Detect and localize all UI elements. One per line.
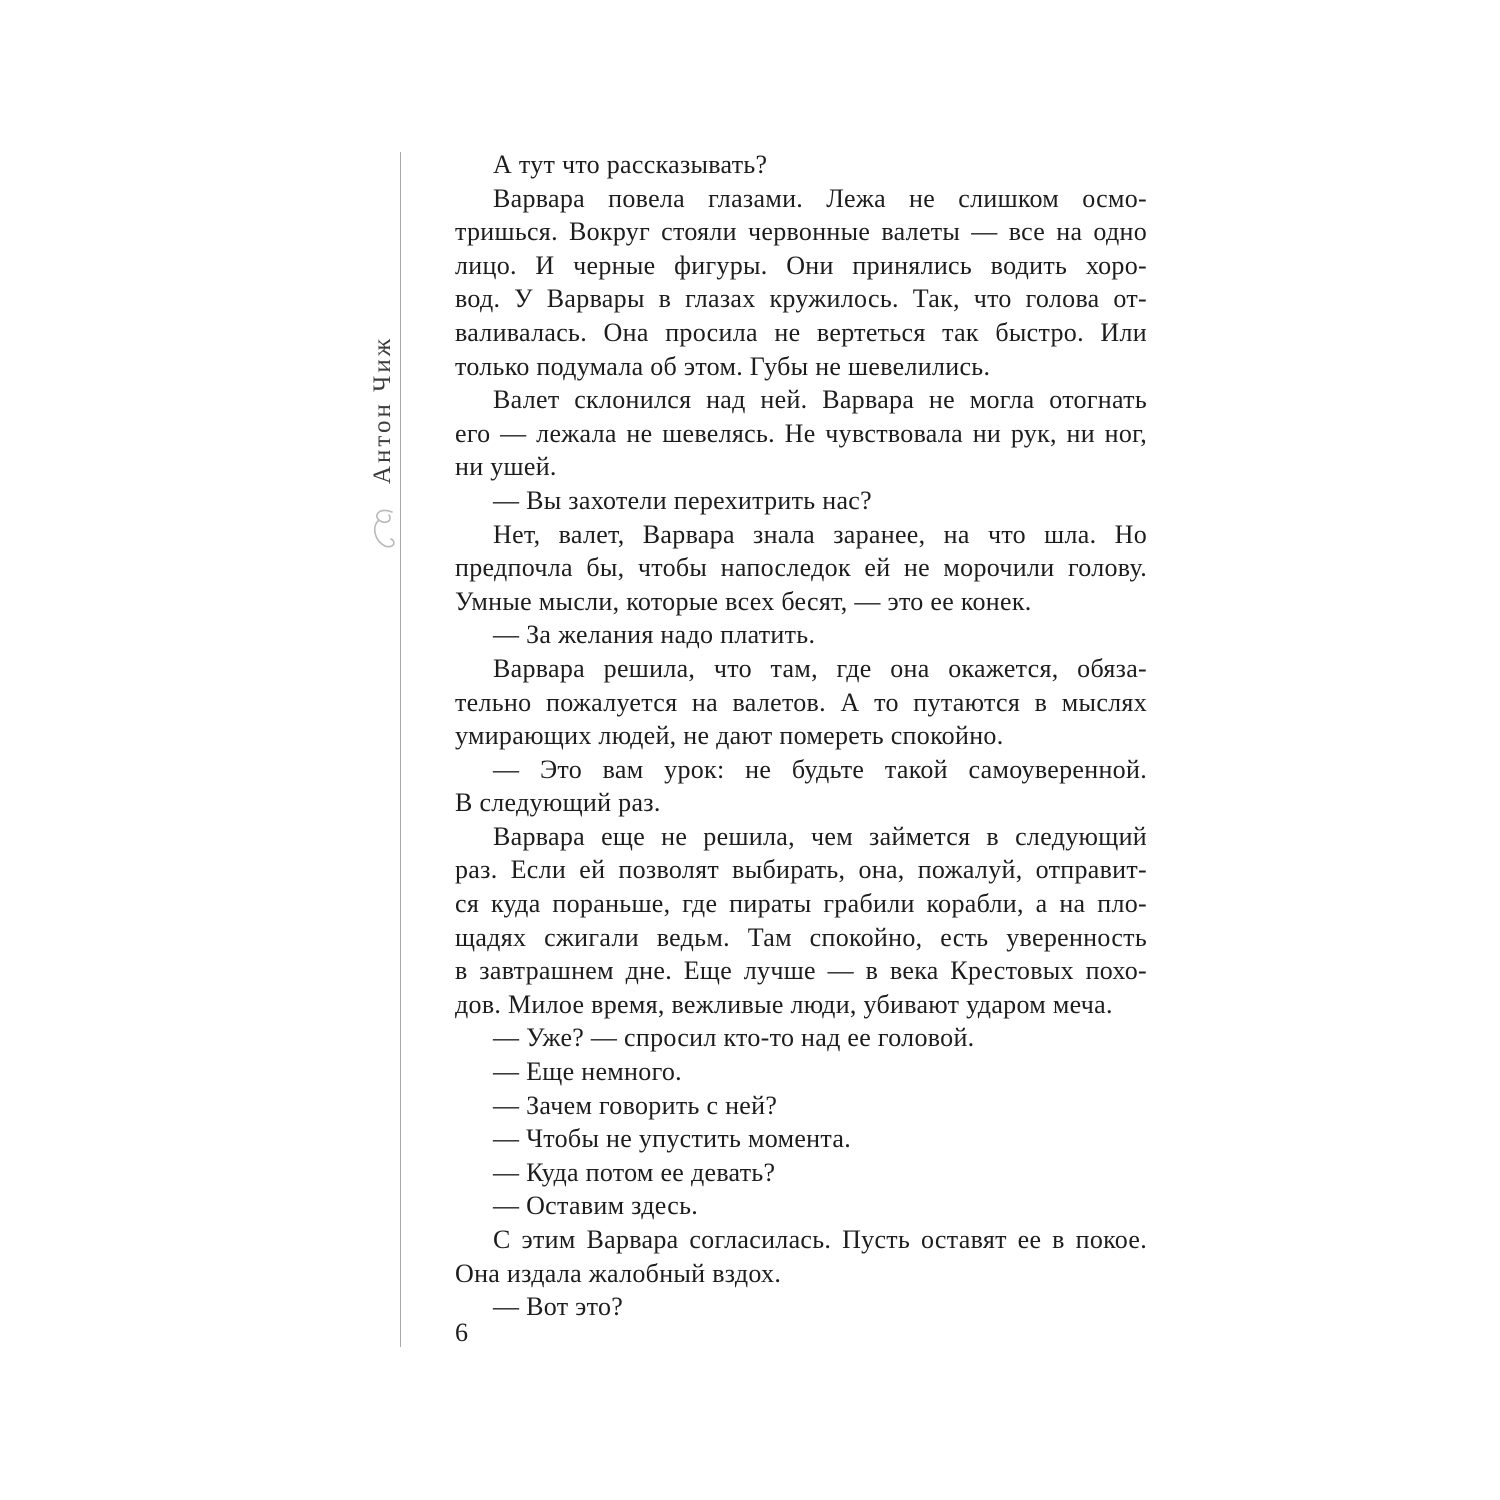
text-line: — Зачем говорить с ней? [493,1090,778,1120]
text-line: вод. У Варвары в глазах кружилось. Так, что голова от- [455,284,1147,314]
text-line: Варвара еще не решила, чем займется в следующий [493,821,1147,851]
text-line: тришься. Вокруг стояли червонные валеты — все на одно [455,217,1147,247]
text-line: умирающих людей, не дают помереть спокойно. [455,721,1004,751]
text-line: предпочла бы, чтобы напоследок ей не морочили голову. [455,553,1147,583]
sidebar-rule [400,152,401,1347]
paragraph [455,1290,1147,1324]
paragraph [455,182,1147,384]
text-line: Она издала жалобный вздох. [455,1258,782,1288]
text-line: — Куда потом ее девать? [493,1157,776,1187]
paragraph [455,820,1147,1022]
text-line: — Это вам урок: не будьте такой самоуверенной. [493,754,1147,784]
paragraph [455,753,1147,820]
text-line: только подумала об этом. Губы не шевелились. [455,351,991,381]
text-line: тельно пожалуется на валетов. А то путаются в мыслях [455,687,1147,717]
paragraph [455,1055,1147,1089]
text-line: валивалась. Она просила не вертеться так быстро. Или [455,317,1147,347]
paragraph [455,1089,1147,1123]
text-line: раз. Если ей позволят выбирать, она, пожалуй, отправит- [455,855,1147,885]
author-name: Антон Чиж [369,335,396,485]
text-line: — Еще немного. [493,1057,682,1087]
paragraph [455,618,1147,652]
paragraph [455,1156,1147,1190]
text-line: щадях сжигали ведьм. Там спокойно, есть уверенность [455,922,1147,952]
paragraph [455,1189,1147,1223]
text-line: Нет, валет, Варвара знала заранее, на что шла. Но [493,519,1147,549]
text-line: лицо. И черные фигуры. Они принялись водить хоро- [455,250,1147,280]
text-line: А тут что рассказывать? [493,150,768,179]
paragraph [455,383,1147,484]
text-line: его — лежала не шевелясь. Не чувствовала ни рук, ни ног, [455,418,1147,448]
text-line: С этим Варвара согласилась. Пусть оставят ее в покое. [493,1225,1147,1254]
page-number: 6 [455,1318,468,1347]
text-line: — Вы захотели перехитрить нас? [493,485,872,515]
text-line: — Оставим здесь. [493,1191,699,1221]
paragraph [455,1122,1147,1156]
text-line: ни ушей. [455,452,557,482]
paragraph [455,518,1147,619]
text-line: Умные мысли, которые всех бесят, — это ее конек. [455,586,1032,616]
text-line: дов. Милое время, вежливые люди, убивают ударом меча. [455,989,1113,1019]
paragraph [455,484,1147,518]
text-line: в завтрашнем дне. Еще лучше — в века Крестовых похо- [455,956,1147,986]
paragraph [455,1021,1147,1055]
text-line: — Уже? — спросил кто-то над ее головой. [493,1023,975,1053]
paragraph [455,148,1147,182]
text-line: Варвара повела глазами. Лежа не слишком осмо- [493,183,1147,213]
text-line: — Чтобы не упустить момента. [493,1124,852,1154]
text-line: Валет склонился над ней. Варвара не могла отогнать [493,385,1147,415]
flourish-icon [368,505,400,553]
text-line: — Вот это? [493,1292,624,1322]
paragraph [455,1223,1147,1290]
text-line: ся куда пораньше, где пираты грабили корабли, а на пло- [455,889,1147,919]
text-line: — За желания надо платить. [493,620,816,650]
text-line: В следующий раз. [455,788,661,818]
body-text [455,148,1147,1324]
paragraph [455,652,1147,753]
text-line: Варвара решила, что там, где она окажется, обяза- [493,653,1147,683]
